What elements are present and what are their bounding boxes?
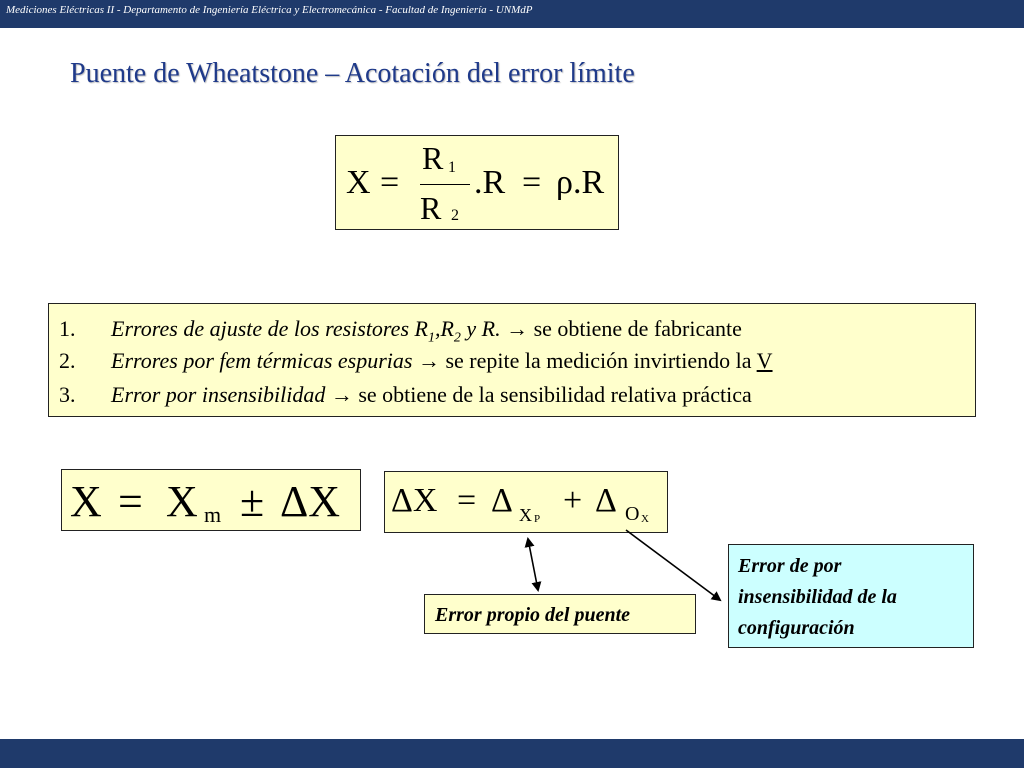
formula3-d2: Δ <box>595 482 617 519</box>
list-item-rest: se obtiene de la sensibilidad relativa práctica <box>352 382 752 407</box>
header-text: Mediciones Eléctricas II - Departamento de Ingeniería Eléctrica y Electromecánica - Facultad de Ingeniería - UNMdP <box>6 4 533 16</box>
list-item-italic: Errores de ajuste de los resistores R <box>111 316 428 341</box>
footer-bar <box>0 739 1024 768</box>
list-item-italic-end: y R. <box>460 316 501 341</box>
formula1-den-sub: 2 <box>451 207 459 224</box>
bridge-error-label: Error propio del puente <box>424 594 696 634</box>
list-item-number: 1. <box>59 316 76 341</box>
formula1-eq1: = <box>380 164 400 201</box>
formula2-xm-sub: m <box>204 502 222 527</box>
slide-title: Puente de Wheatstone – Acotación del error límite <box>70 58 635 89</box>
formula2-xm: X <box>166 477 198 526</box>
list-item-sub: 2 <box>453 330 461 346</box>
list-item-sub: 1 <box>427 330 435 346</box>
arrow-right-icon: → <box>330 382 353 407</box>
formula3-plus: + <box>563 482 583 519</box>
formula2-pm: ± <box>240 477 265 526</box>
insensitivity-label-line3: configuración <box>738 617 855 639</box>
list-item-italic: Error por insensibilidad <box>111 382 326 407</box>
formula1-num: R <box>422 140 444 176</box>
formula3-d2-subsub: X <box>641 513 649 525</box>
insensitivity-label-line2: insensibilidad de la <box>738 586 897 608</box>
formula1-eq2: = <box>522 164 542 201</box>
formula3-d1: Δ <box>491 482 513 519</box>
formula2-eq: = <box>118 477 143 526</box>
list-item-italic-mid: ,R <box>434 316 454 341</box>
list-item-rest: se repite la medición invirtiendo la <box>439 348 757 373</box>
list-item-number: 2. <box>59 348 76 373</box>
formula3-d1-subsub: P <box>534 513 541 525</box>
list-item-underlined: V <box>756 348 773 373</box>
formula1-lhs: X <box>346 164 371 201</box>
list-item-italic: Errores por fem térmicas espurias <box>111 348 413 373</box>
formula1-den: R <box>420 190 442 226</box>
insensitivity-label-line1: Error de por <box>738 555 842 577</box>
list-item-number: 3. <box>59 382 76 407</box>
formula2-lhs: X <box>70 477 102 526</box>
formula1-num-sub: 1 <box>448 159 456 176</box>
bridge-error-arrow <box>528 539 538 590</box>
formula1-dot-r: .R <box>474 164 506 201</box>
insensitivity-error-arrow <box>626 530 720 600</box>
formula3-d1-sub: X <box>519 505 532 525</box>
formula1-rhs: ρ.R <box>556 164 605 201</box>
formula2-delta-x: ΔX <box>280 477 341 526</box>
insensitivity-error-label <box>728 544 974 648</box>
formula3-d2-sub: O <box>625 503 640 525</box>
list-item-rest: se obtiene de fabricante <box>528 316 742 341</box>
formula3-eq: = <box>457 482 477 519</box>
arrow-right-icon: → <box>417 348 440 373</box>
arrow-right-icon: → <box>506 316 529 341</box>
formula3-lhs: ΔX <box>391 482 438 519</box>
